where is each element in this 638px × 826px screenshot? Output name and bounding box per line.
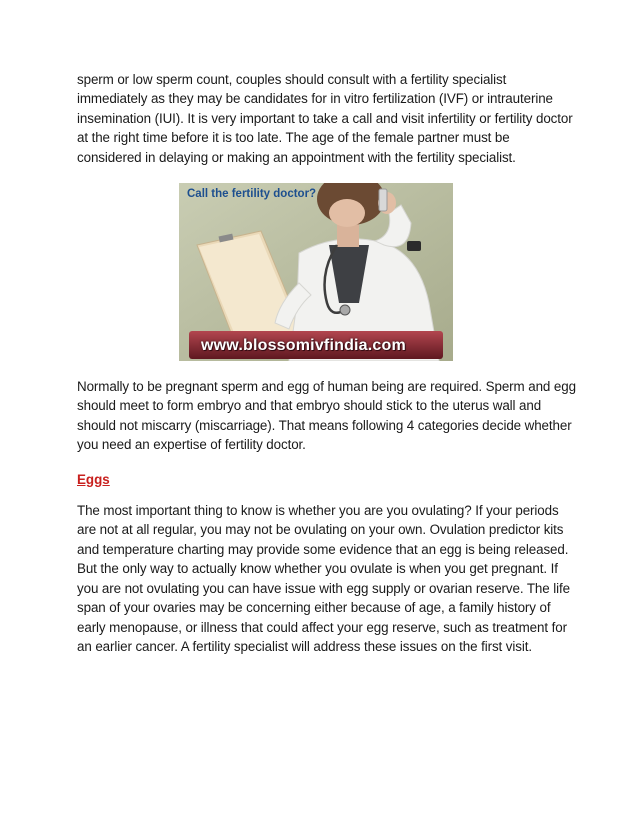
eggs-heading: Eggs <box>77 471 110 487</box>
doctor-photo <box>179 183 453 361</box>
document-page <box>77 70 577 656</box>
figure-url-banner: www.blossomivfindia.com <box>201 337 406 355</box>
pregnancy-paragraph: Normally to be pregnant sperm and egg of human being are required. Sperm and egg should meet to form embryo and that embryo should stick to the uterus wall and should not miscarry (miscarriage). That means following 4 categories decide whether you need an expertise of fertility doctor. <box>77 379 576 453</box>
doctor-illustration <box>179 183 453 361</box>
intro-paragraph: sperm or low sperm count, couples should consult with a fertility specialist immediately as they may be candidates for in vitro fertilization (IVF) or intrauterine insemination (IUI). It is very important to take a call and visit infertility or fertility doctor at the right time before it is too late. The age of the female partner must be considered in delaying or making an appointment with the fertility specialist. <box>77 72 573 165</box>
eggs-paragraph: The most important thing to know is whether you are you ovulating? If your periods are not at all regular, you may not be ovulating on your own. Ovulation predictor kits and temperature charting may provide some evidence that an egg is being released. But the only way to actually know whether you ovulate is when you get pregnant. If you are not ovulating you can have issue with egg supply or ovarian reserve. The life span of your ovaries may be concerning either because of age, a family history of early menopause, or illness that could affect your egg reserve, such as treatment for an earlier cancer. A fertility specialist will address these issues on the first visit. <box>77 503 570 654</box>
figure-caption: Call the fertility doctor? <box>187 188 317 201</box>
